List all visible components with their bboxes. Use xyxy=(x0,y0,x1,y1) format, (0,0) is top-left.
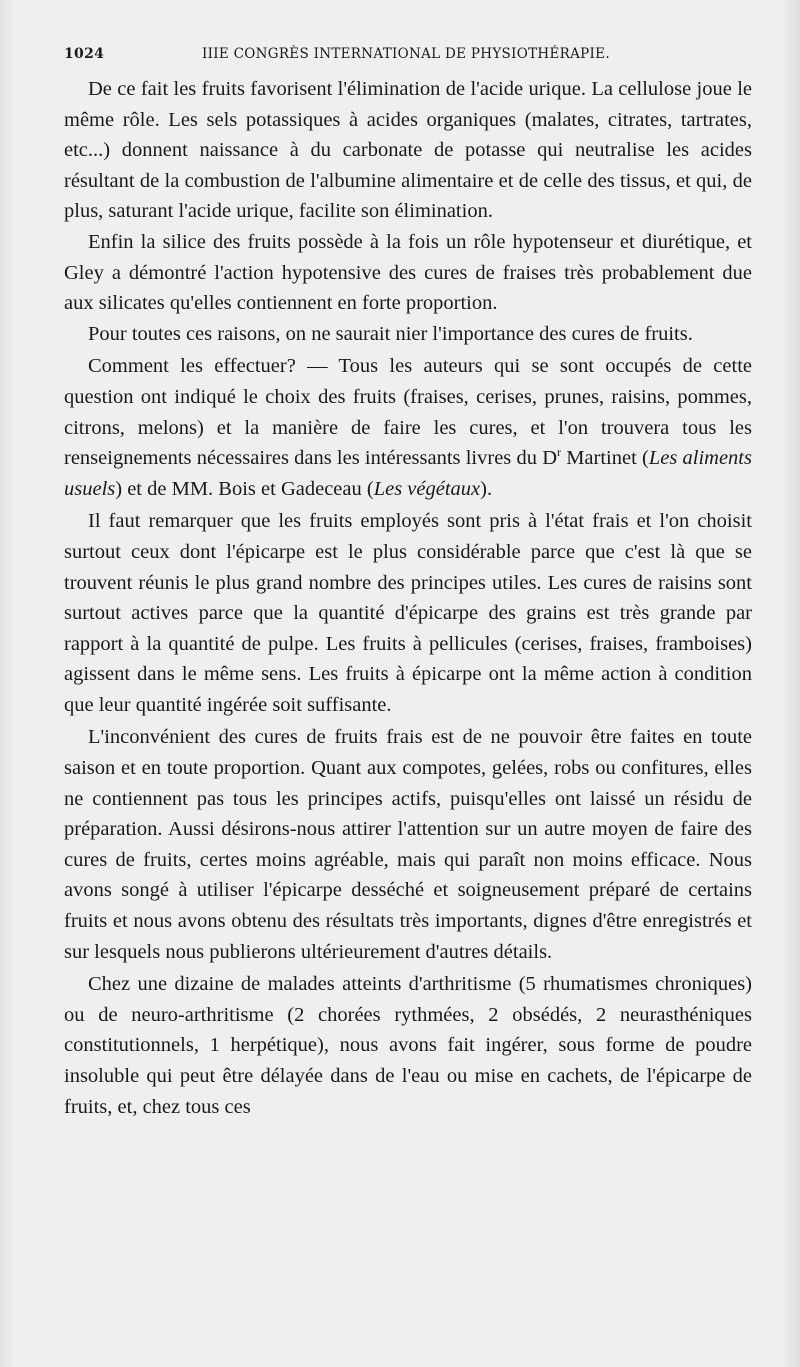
paragraph-2: Enfin la silice des fruits possède à la fois un rôle hypotenseur et diurétique, et Gley a démontré l'action hypotensive des cures de fraises très probablement due aux silicates qu'elles contiennent en forte proportion. xyxy=(64,230,752,315)
paragraph-1: De ce fait les fruits favorisent l'élimination de l'acide urique. La cellulose joue le même rôle. Les sels potassiques à acides organiques (malates, citrates, tartrates, etc...) donnent naissance à du carbonate de potasse qui neutralise les acides résultant de la combustion de l'albumine alimentaire et de celle des tissus, et qui, de plus, saturant l'acide urique, facilite son élimination. xyxy=(64,78,752,223)
paragraph-4 xyxy=(64,351,752,504)
running-header xyxy=(64,38,764,68)
paragraph-7: Chez une dizaine de malades atteints d'arthritisme (5 rhumatismes chroniques) ou de neuro-arthritisme (2 chorées rythmées, 2 obsédés, 2 neurasthéniques constitutionnels, 1 herpétique), nous avons fait ingérer, sous forme de poudre insoluble qui peut être délayée dans de l'eau ou mise en cachets, de l'épicarpe de fruits, et, chez tous ces xyxy=(64,973,752,1118)
paragraph-5: Il faut remarquer que les fruits employés sont pris à l'état frais et l'on choisit surtout ceux dont l'épicarpe est le plus considérable parce que c'est là que se trouvent réunis le plus grand nombre des principes utiles. Les cures de raisins sont surtout actives parce que la quantité d'épicarpe des grains est très grande par rapport à la quantité de pulpe. Les fruits à pellicules (cerises, fraises, framboises) agissent dans le même sens. Les fruits à épicarpe ont la même action à condition que leur quantité ingérée soit suffisante. xyxy=(64,510,752,716)
paragraph-6: L'inconvénient des cures de fruits frais est de ne pouvoir être faites en toute saison et en toute proportion. Quant aux compotes, gelées, robs ou confitures, elles ne contiennent pas tous les principes actifs, puisqu'elles ont laissé un résidu de préparation. Aussi désirons-nous attirer l'attention sur un autre moyen de faire des cures de fruits, certes moins agréable, mais qui paraît non moins efficace. Nous avons songé à utiliser l'épicarpe desséché et soigneusement préparé de certains fruits et nous avons obtenu des résultats très importants, dignes d'être enregistrés et sur lesquels nous publierons ultérieurement d'autres détails. xyxy=(64,726,752,963)
doctor-abbrev-sup: r xyxy=(557,445,561,460)
page-left-shadow xyxy=(0,0,14,1367)
paragraph-4-text-mid2: ) et de MM. Bois et Gadeceau ( xyxy=(115,477,374,500)
paragraph-4-text-after: ). xyxy=(480,477,493,500)
paragraph-4-text-before: Comment les effectuer? — Tous les auteurs qui se sont occupés de cette question ont indiqué le choix des fruits (fraises, cerises, prunes, raisins, pommes, citrons, melons) et la manière de faire les cures, et l'on trouvera tous les renseignements nécessaires dans les intéressants livres du D xyxy=(64,355,752,470)
book-title-aliments: Les aliments usuels xyxy=(64,447,752,500)
body-text xyxy=(64,74,752,1122)
paragraph-4-text-mid1: Martinet ( xyxy=(561,447,649,470)
page-number: 1024 xyxy=(64,46,105,62)
book-title-vegetaux: Les végétaux xyxy=(373,477,481,500)
page-edge-shadow xyxy=(782,0,800,1367)
paragraph-3: Pour toutes ces raisons, on ne saurait nier l'importance des cures de fruits. xyxy=(88,322,693,345)
running-title: IIIE CONGRÈS INTERNATIONAL DE PHYSIOTHÉRAPIE. xyxy=(202,46,610,62)
